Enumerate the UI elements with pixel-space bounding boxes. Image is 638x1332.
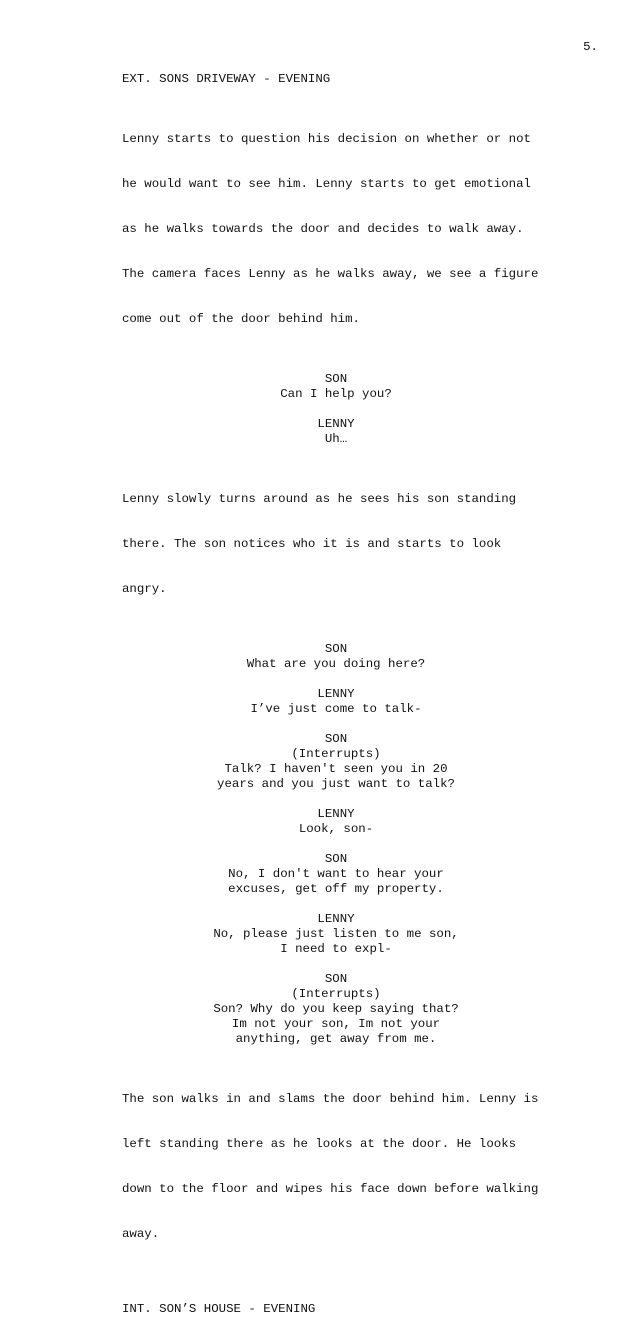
action-line: down to the floor and wipes his face down before walking [122,1182,539,1196]
action-line: there. The son notices who it is and starts to look [122,537,502,551]
character-name: LENNY [317,807,355,821]
dialogue-line: Can I help you? [280,387,392,401]
action-line: as he walks towards the door and decides to walk away. [122,222,524,236]
action-line: The camera faces Lenny as he walks away, we see a figure [122,267,539,281]
dialogue-block [122,372,550,402]
action-line: away. [122,1227,160,1241]
action-line: left standing there as he looks at the door. He looks [122,1137,517,1151]
dialogue-line: Look, son- [298,822,374,836]
dialogue-line: No, please just listen to me son, [213,927,459,941]
character-name: SON [324,642,348,656]
dialogue-line: Son? Why do you keep saying that? [213,1002,459,1016]
scene-heading: INT. SON’S HOUSE - EVENING [122,1302,316,1316]
dialogue-block [122,912,550,957]
character-name: LENNY [317,912,355,926]
dialogue-line: anything, get away from me. [235,1032,437,1046]
action-paragraph [122,1062,582,1272]
dialogue-block [122,807,550,837]
dialogue-line: I’ve just come to talk- [250,702,422,716]
character-name: SON [324,972,348,986]
spacer [122,1287,582,1302]
action-line: The son walks in and slams the door behind him. Lenny is [122,1092,539,1106]
dialogue-block [122,972,550,1047]
parenthetical: (Interrupts) [291,987,381,1001]
dialogue-block [122,417,550,447]
dialogue-line: What are you doing here? [246,657,426,671]
scene-heading: EXT. SONS DRIVEWAY - EVENING [122,72,331,86]
action-paragraph [122,102,582,357]
character-name: SON [324,852,348,866]
dialogue-block [122,852,550,897]
action-line: Lenny slowly turns around as he sees his son standing [122,492,517,506]
dialogue-line: excuses, get off my property. [228,882,444,896]
character-name: SON [324,372,348,386]
page-number: 5. [583,40,598,54]
dialogue-line: years and you just want to talk? [217,777,455,791]
parenthetical: (Interrupts) [291,747,381,761]
dialogue-line: Talk? I haven't seen you in 20 [224,762,448,776]
action-line: come out of the door behind him. [122,312,360,326]
character-name: LENNY [317,417,355,431]
action-line: he would want to see him. Lenny starts to get emotional [122,177,531,191]
dialogue-line: Uh… [324,432,348,446]
action-line: Lenny starts to question his decision on whether or not [122,132,531,146]
dialogue-block [122,687,550,717]
dialogue-line: Im not your son, Im not your [231,1017,441,1031]
action-paragraph [122,462,582,627]
dialogue-block [122,732,550,792]
dialogue-line: I need to expl- [280,942,392,956]
action-line: angry. [122,582,167,596]
character-name: LENNY [317,687,355,701]
dialogue-line: No, I don't want to hear your [228,867,444,881]
character-name: SON [324,732,348,746]
script-body [122,72,582,1332]
dialogue-block [122,642,550,672]
